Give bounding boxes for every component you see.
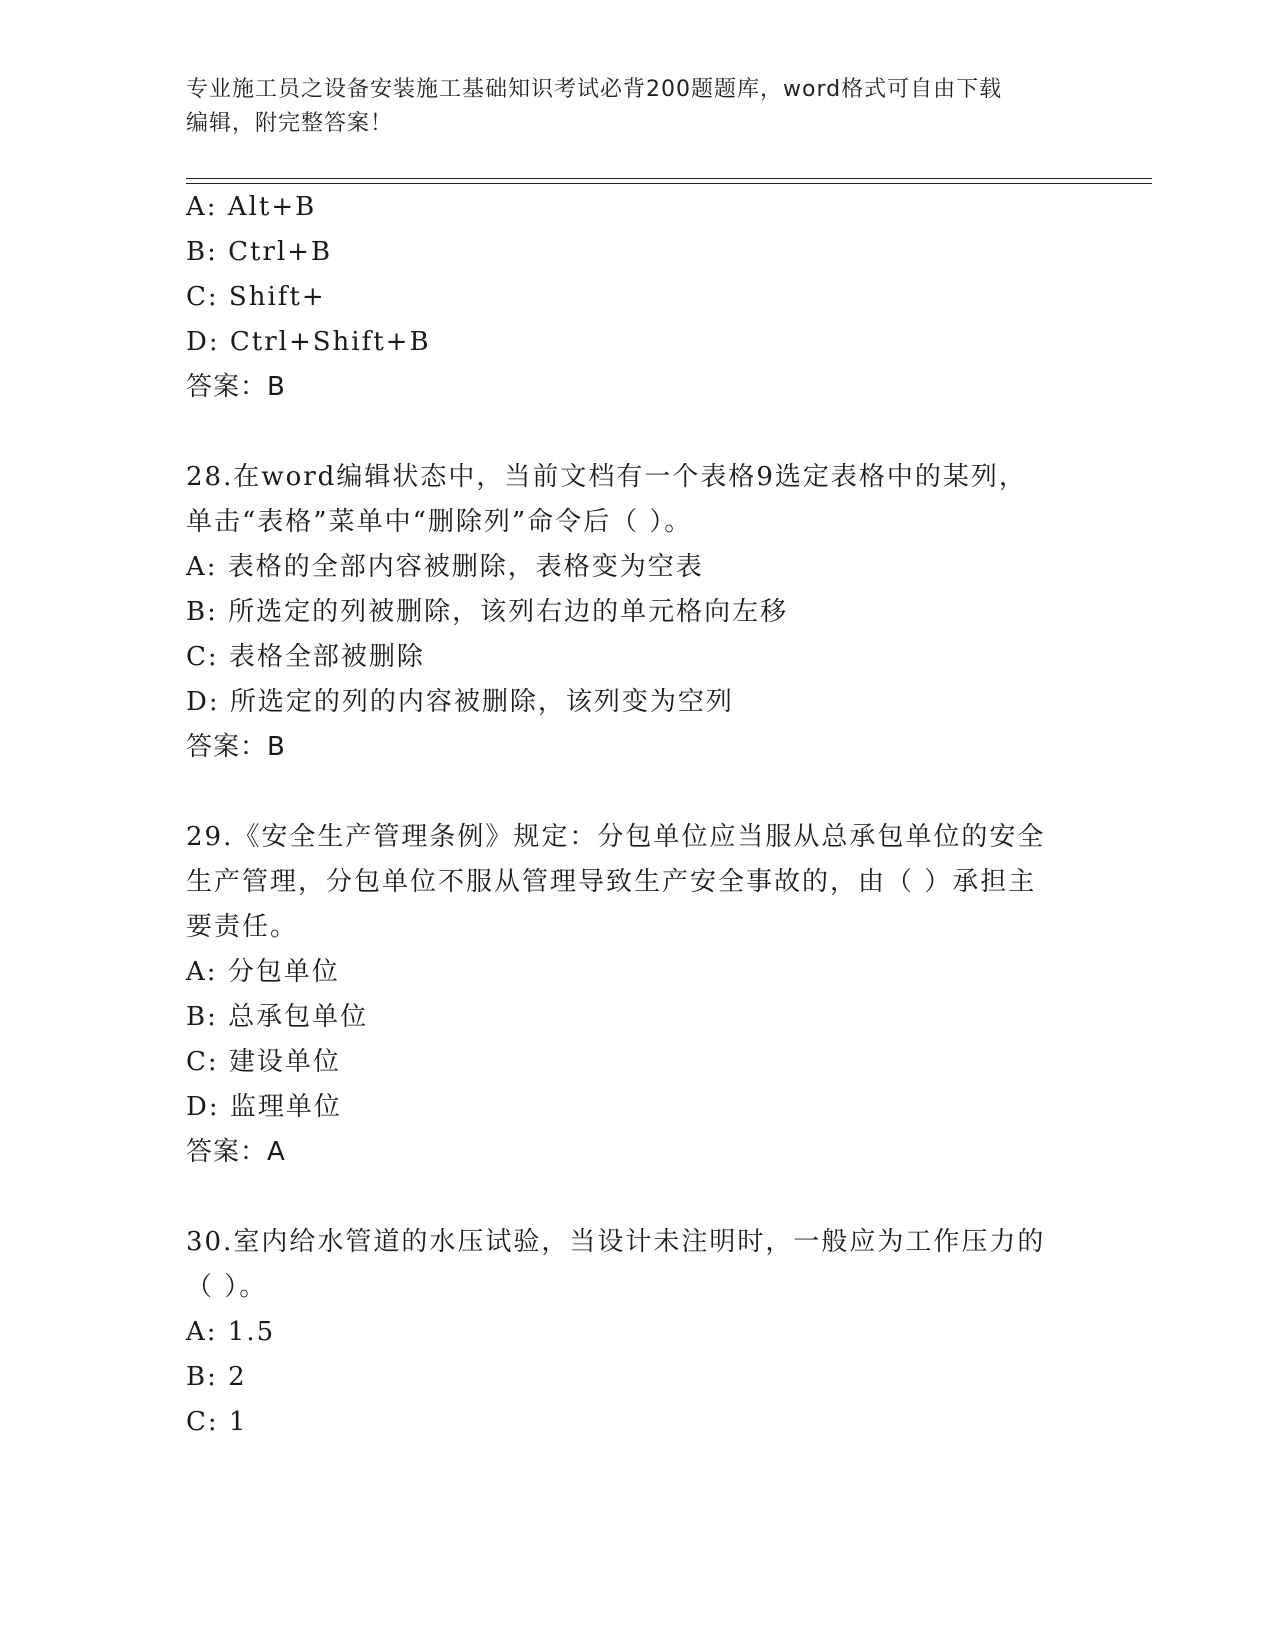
document-header (186, 73, 1066, 141)
header-divider-top (186, 178, 1152, 179)
header-line-2: 编辑，附完整答案！ (186, 111, 394, 136)
q29-stem-line-3: 要责任。 (186, 912, 299, 942)
q30-stem-line-2: （ ）。 (186, 1272, 268, 1302)
q29-stem-line-1: 29.《安全生产管理条例》规定：分包单位应当服从总承包单位的安全 (186, 822, 1046, 852)
q28-option-b: B: 所选定的列被删除，该列右边的单元格向左移 (186, 597, 789, 627)
header-line-1: 专业施工员之设备安装施工基础知识考试必背200题题库，word格式可自由下载 (186, 77, 1003, 102)
q29-stem-line-2: 生产管理，分包单位不服从管理导致生产安全事故的，由（ ）承担主 (186, 867, 1037, 897)
q29-answer: 答案：A (186, 1137, 286, 1167)
q27-option-c: C: Shift+ (186, 282, 326, 312)
q30-option-c: C: 1 (186, 1407, 248, 1437)
q28-stem-line-1: 28.在word编辑状态中，当前文档有一个表格9选定表格中的某列， (186, 462, 1027, 492)
q28-stem-line-2: 单击“表格”菜单中“删除列”命令后（ ）。 (186, 507, 693, 537)
q30-option-a: A: 1.5 (186, 1317, 276, 1347)
q27-answer: 答案：B (186, 372, 286, 402)
q28-answer: 答案：B (186, 732, 286, 762)
q28-option-d: D: 所选定的列的内容被删除，该列变为空列 (186, 687, 734, 717)
q30-option-b: B: 2 (186, 1362, 247, 1392)
q29-option-b: B: 总承包单位 (186, 1002, 369, 1032)
q27-option-d: D: Ctrl+Shift+B (186, 327, 431, 357)
q28-option-a: A: 表格的全部内容被删除，表格变为空表 (186, 552, 704, 582)
q28-option-c: C: 表格全部被删除 (186, 642, 425, 672)
q29-option-a: A: 分包单位 (186, 957, 340, 987)
q30-stem-line-1: 30.室内给水管道的水压试验，当设计未注明时，一般应为工作压力的 (186, 1227, 1046, 1257)
q29-option-d: D: 监理单位 (186, 1092, 342, 1122)
q29-option-c: C: 建设单位 (186, 1047, 341, 1077)
q27-option-b: B: Ctrl+B (186, 237, 333, 267)
q27-option-a: A: Alt+B (186, 192, 317, 222)
header-divider-bottom (186, 183, 1152, 184)
